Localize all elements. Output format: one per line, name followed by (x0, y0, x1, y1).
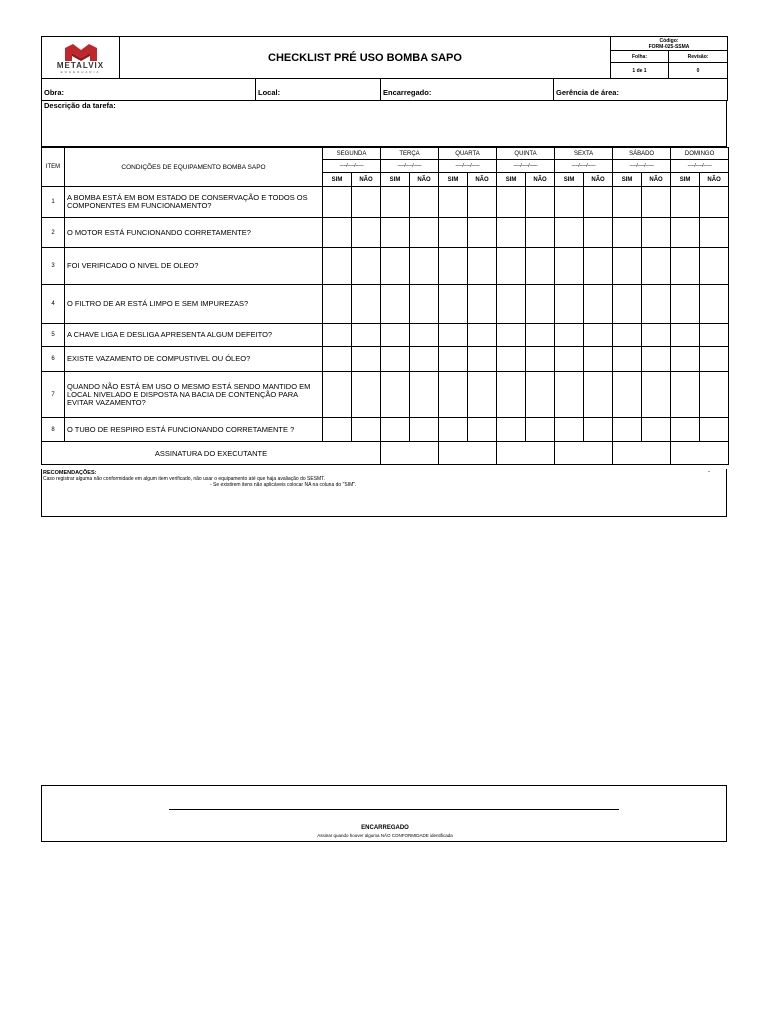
checklist-row (42, 418, 729, 442)
nao-header: NÃO (468, 173, 497, 187)
nao-check-cell[interactable] (352, 347, 381, 372)
item-question: O MOTOR ESTÁ FUNCIONANDO CORRETAMENTE? (65, 218, 323, 248)
sim-check-cell[interactable] (671, 248, 700, 285)
sim-check-cell[interactable] (381, 285, 410, 324)
day-header-row (42, 148, 729, 160)
sim-check-cell[interactable] (381, 347, 410, 372)
sim-check-cell[interactable] (497, 187, 526, 218)
nao-check-cell[interactable] (700, 418, 729, 442)
nao-check-cell[interactable] (642, 248, 671, 285)
local-field[interactable]: Local: (256, 79, 381, 101)
nao-header: NÃO (584, 173, 613, 187)
sim-check-cell[interactable] (323, 187, 352, 218)
sim-check-cell[interactable] (323, 347, 352, 372)
item-number: 4 (42, 285, 65, 324)
nao-check-cell[interactable] (584, 187, 613, 218)
sim-check-cell[interactable] (555, 285, 584, 324)
sim-check-cell[interactable] (555, 418, 584, 442)
nao-check-cell[interactable] (526, 418, 555, 442)
nao-check-cell[interactable] (642, 418, 671, 442)
signature-row (42, 442, 729, 465)
sim-check-cell[interactable] (323, 418, 352, 442)
folha-label: Folha: (611, 51, 669, 63)
executor-signature-label: ASSINATURA DO EXECUTANTE (42, 442, 381, 465)
codigo-value: FORM-025-SSMA (648, 43, 690, 50)
checklist-row (42, 347, 729, 372)
supervisor-role-label: ENCARREGADO (361, 825, 409, 831)
sim-check-cell[interactable] (671, 324, 700, 347)
sim-check-cell[interactable] (497, 347, 526, 372)
sim-check-cell[interactable] (439, 347, 468, 372)
nao-check-cell[interactable] (700, 372, 729, 418)
sim-check-cell[interactable] (555, 372, 584, 418)
sim-header: SIM (323, 173, 352, 187)
sim-check-cell[interactable] (613, 187, 642, 218)
recommendation-line: - Se existirem itens não aplicáveis colocar NA na coluna do "SIM". (210, 482, 357, 488)
item-number: 6 (42, 347, 65, 372)
item-number: 8 (42, 418, 65, 442)
nao-check-cell[interactable] (700, 218, 729, 248)
nao-check-cell[interactable] (584, 372, 613, 418)
sim-check-cell[interactable] (381, 187, 410, 218)
sim-check-cell[interactable] (323, 285, 352, 324)
nao-check-cell[interactable] (468, 372, 497, 418)
sim-check-cell[interactable] (613, 248, 642, 285)
nao-header: NÃO (352, 173, 381, 187)
item-number: 3 (42, 248, 65, 285)
sim-check-cell[interactable] (613, 418, 642, 442)
sim-check-cell[interactable] (381, 324, 410, 347)
sim-check-cell[interactable] (497, 324, 526, 347)
item-question: A BOMBA ESTÁ EM BOM ESTADO DE CONSERVAÇÃO E TODOS OS COMPONENTES EM FUNCIONAMENTO? (65, 187, 323, 218)
item-number: 5 (42, 324, 65, 347)
sim-check-cell[interactable] (613, 347, 642, 372)
nao-check-cell[interactable] (468, 324, 497, 347)
nao-check-cell[interactable] (584, 418, 613, 442)
sim-check-cell[interactable] (439, 285, 468, 324)
date-field[interactable]: -----/-----/------ (671, 160, 729, 173)
sim-check-cell[interactable] (497, 248, 526, 285)
sim-check-cell[interactable] (613, 285, 642, 324)
sim-check-cell[interactable] (671, 187, 700, 218)
recommendation-dash: - (708, 469, 710, 475)
nao-check-cell[interactable] (526, 372, 555, 418)
checklist-row (42, 285, 729, 324)
nao-check-cell[interactable] (642, 347, 671, 372)
nao-check-cell[interactable] (352, 248, 381, 285)
nao-check-cell[interactable] (468, 187, 497, 218)
logo-text: METALVIX (56, 60, 105, 70)
nao-check-cell[interactable] (526, 285, 555, 324)
signature-cell[interactable] (555, 442, 613, 465)
nao-check-cell[interactable] (526, 248, 555, 285)
sim-check-cell[interactable] (381, 372, 410, 418)
checklist-row (42, 248, 729, 285)
checklist-row (42, 372, 729, 418)
signature-cell[interactable] (671, 442, 729, 465)
sim-header: SIM (381, 173, 410, 187)
signature-cell[interactable] (613, 442, 671, 465)
day-header: QUINTA (497, 148, 555, 160)
gerencia-field[interactable]: Gerência de área: (554, 79, 728, 101)
encarregado-field[interactable]: Encarregado: (381, 79, 554, 101)
nao-header: NÃO (700, 173, 729, 187)
conditions-header: CONDIÇÕES DE EQUIPAMENTO BOMBA SAPO (65, 148, 323, 187)
checklist-table (41, 147, 729, 465)
item-question: QUANDO NÃO ESTÁ EM USO O MESMO ESTÁ SENDO MANTIDO EM LOCAL NIVELADO E DISPOSTA NA BACIA DE CONTENÇÃO PARA EVITAR VAZAMENTO? (65, 372, 323, 418)
nao-check-cell[interactable] (526, 187, 555, 218)
sim-check-cell[interactable] (439, 372, 468, 418)
nao-check-cell[interactable] (584, 285, 613, 324)
signature-cell[interactable] (439, 442, 497, 465)
sim-check-cell[interactable] (381, 248, 410, 285)
revisao-label: Revisão: (669, 51, 728, 63)
signature-cell[interactable] (497, 442, 555, 465)
sim-header: SIM (439, 173, 468, 187)
nao-check-cell[interactable] (642, 372, 671, 418)
nao-check-cell[interactable] (526, 218, 555, 248)
sim-check-cell[interactable] (613, 218, 642, 248)
sim-check-cell[interactable] (613, 372, 642, 418)
sim-header: SIM (671, 173, 700, 187)
nao-check-cell[interactable] (468, 285, 497, 324)
nao-check-cell[interactable] (352, 285, 381, 324)
nao-header: NÃO (410, 173, 439, 187)
checklist-row (42, 324, 729, 347)
sim-check-cell[interactable] (381, 218, 410, 248)
date-field[interactable]: -----/-----/------ (497, 160, 555, 173)
company-logo (42, 37, 120, 79)
nao-check-cell[interactable] (642, 285, 671, 324)
item-number: 2 (42, 218, 65, 248)
nao-check-cell[interactable] (352, 218, 381, 248)
date-field[interactable]: -----/-----/------ (323, 160, 381, 173)
codigo-label: Código: (659, 37, 679, 44)
logo-subtext: ENGENHARIA (60, 69, 101, 74)
recommendation-line: Caso registrar alguma não conformidade em algum item verificado, não usar o equipamento até que haja avaliação do SESMT. (43, 476, 326, 482)
nao-check-cell[interactable] (410, 187, 439, 218)
sim-check-cell[interactable] (439, 187, 468, 218)
sim-check-cell[interactable] (381, 418, 410, 442)
day-header: TERÇA (381, 148, 439, 160)
nao-check-cell[interactable] (410, 218, 439, 248)
sim-check-cell[interactable] (323, 372, 352, 418)
sim-check-cell[interactable] (613, 324, 642, 347)
item-question: EXISTE VAZAMENTO DE COMPUSTIVEL OU ÓLEO? (65, 347, 323, 372)
nao-check-cell[interactable] (410, 248, 439, 285)
day-header: QUARTA (439, 148, 497, 160)
nao-check-cell[interactable] (352, 187, 381, 218)
nao-check-cell[interactable] (410, 324, 439, 347)
nao-check-cell[interactable] (352, 372, 381, 418)
obra-field[interactable]: Obra: (42, 79, 256, 101)
sim-check-cell[interactable] (323, 324, 352, 347)
sim-header: SIM (613, 173, 642, 187)
nao-check-cell[interactable] (642, 324, 671, 347)
codigo-cell (611, 37, 728, 51)
day-header: SEGUNDA (323, 148, 381, 160)
nao-check-cell[interactable] (410, 418, 439, 442)
sim-check-cell[interactable] (671, 347, 700, 372)
sim-check-cell[interactable] (439, 218, 468, 248)
sim-check-cell[interactable] (439, 324, 468, 347)
nao-check-cell[interactable] (410, 372, 439, 418)
signature-line[interactable] (169, 809, 619, 810)
date-field[interactable]: -----/-----/------ (555, 160, 613, 173)
nao-check-cell[interactable] (526, 324, 555, 347)
form-title: CHECKLIST PRÉ USO BOMBA SAPO (120, 37, 611, 79)
nao-check-cell[interactable] (700, 347, 729, 372)
checklist-row (42, 218, 729, 248)
date-field[interactable]: -----/-----/------ (439, 160, 497, 173)
supervisor-signature-box (41, 785, 727, 842)
info-row (41, 78, 728, 101)
nao-check-cell[interactable] (700, 285, 729, 324)
folha-value: 1 de 1 (611, 63, 669, 79)
recommendations-box (41, 469, 727, 517)
nao-check-cell[interactable] (526, 347, 555, 372)
sim-check-cell[interactable] (671, 418, 700, 442)
sim-check-cell[interactable] (555, 218, 584, 248)
nao-check-cell[interactable] (468, 218, 497, 248)
nao-check-cell[interactable] (352, 324, 381, 347)
sim-check-cell[interactable] (439, 248, 468, 285)
date-field[interactable]: -----/-----/------ (381, 160, 439, 173)
item-number: 1 (42, 187, 65, 218)
nao-check-cell[interactable] (410, 285, 439, 324)
signature-cell[interactable] (381, 442, 439, 465)
nao-check-cell[interactable] (642, 187, 671, 218)
form-header (41, 36, 728, 79)
task-description-label: Descrição da tarefa: (44, 101, 116, 110)
day-header: DOMINGO (671, 148, 729, 160)
sim-check-cell[interactable] (323, 218, 352, 248)
nao-check-cell[interactable] (410, 347, 439, 372)
sim-check-cell[interactable] (497, 418, 526, 442)
nao-check-cell[interactable] (642, 218, 671, 248)
nao-check-cell[interactable] (468, 248, 497, 285)
sim-check-cell[interactable] (323, 248, 352, 285)
nao-check-cell[interactable] (584, 248, 613, 285)
item-number: 7 (42, 372, 65, 418)
sim-header: SIM (497, 173, 526, 187)
sim-header: SIM (555, 173, 584, 187)
nao-check-cell[interactable] (700, 324, 729, 347)
nao-header: NÃO (526, 173, 555, 187)
sim-check-cell[interactable] (555, 248, 584, 285)
date-field[interactable]: -----/-----/------ (613, 160, 671, 173)
nao-check-cell[interactable] (584, 218, 613, 248)
signature-note: Assinar quando houver alguma NÃO CONFORMIDADE identificada (317, 833, 453, 838)
sim-check-cell[interactable] (497, 218, 526, 248)
nao-check-cell[interactable] (584, 324, 613, 347)
sim-check-cell[interactable] (555, 324, 584, 347)
nao-check-cell[interactable] (700, 187, 729, 218)
nao-check-cell[interactable] (468, 418, 497, 442)
sim-check-cell[interactable] (555, 347, 584, 372)
nao-header: NÃO (642, 173, 671, 187)
revisao-value: 0 (669, 63, 728, 79)
day-header: SÁBADO (613, 148, 671, 160)
nao-check-cell[interactable] (700, 248, 729, 285)
day-header: SEXTA (555, 148, 613, 160)
item-question: A CHAVE LIGA E DESLIGA APRESENTA ALGUM DEFEITO? (65, 324, 323, 347)
nao-check-cell[interactable] (352, 418, 381, 442)
item-header: ITEM (42, 148, 65, 187)
item-question: FOI VERIFICADO O NIVEL DE OLEO? (65, 248, 323, 285)
sim-check-cell[interactable] (555, 187, 584, 218)
sim-check-cell[interactable] (497, 372, 526, 418)
nao-check-cell[interactable] (584, 347, 613, 372)
sim-check-cell[interactable] (671, 285, 700, 324)
checklist-row (42, 187, 729, 218)
sim-check-cell[interactable] (439, 418, 468, 442)
recommendations-title: RECOMENDAÇÕES: (43, 470, 97, 476)
item-question: O FILTRO DE AR ESTÁ LIMPO E SEM IMPUREZAS? (65, 285, 323, 324)
sim-check-cell[interactable] (671, 372, 700, 418)
sim-check-cell[interactable] (497, 285, 526, 324)
task-description-field[interactable] (41, 100, 727, 147)
metalvix-logo-icon (63, 44, 99, 62)
nao-check-cell[interactable] (468, 347, 497, 372)
sim-check-cell[interactable] (671, 218, 700, 248)
item-question: O TUBO DE RESPIRO ESTÁ FUNCIONANDO CORRETAMENTE ? (65, 418, 323, 442)
